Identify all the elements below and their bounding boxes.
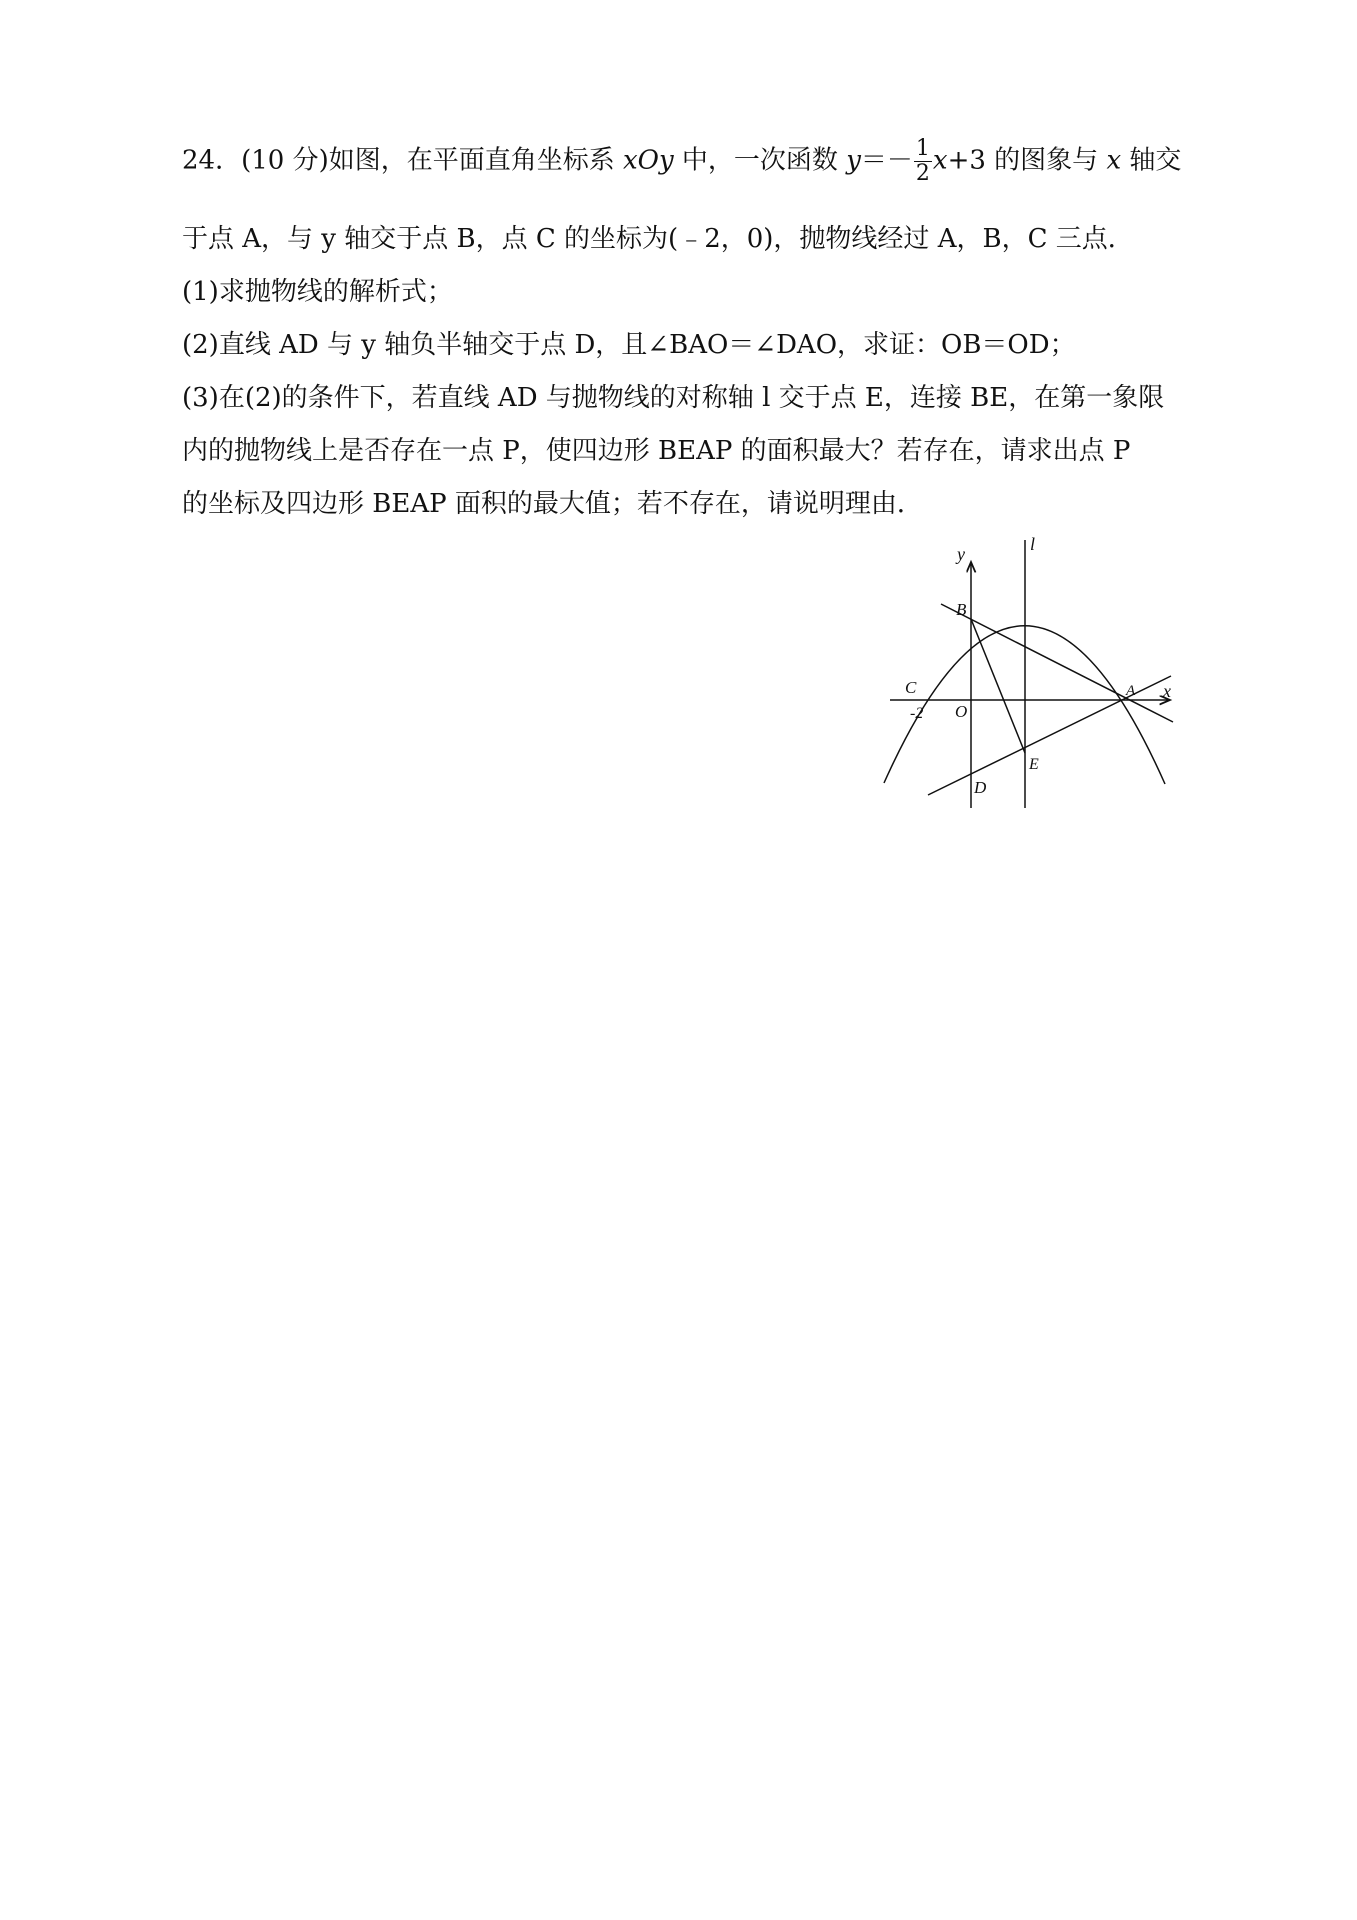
label-A: A [1126, 683, 1136, 699]
problem-line-1-tail: 轴交 [1121, 145, 1182, 176]
label-C: C [905, 678, 917, 697]
question-3-line-1: (3)在(2)的条件下，若直线 AD 与抛物线的对称轴 l 交于点 E，连接 BE，在第一象限 [182, 383, 1165, 413]
label-x: x [1163, 681, 1171, 701]
label-B: B [956, 600, 967, 619]
question-3-line-3: 的坐标及四边形 BEAP 面积的最大值；若不存在，请说明理由． [182, 489, 923, 519]
label-minus-2: -2 [910, 705, 924, 722]
problem-intro: 24．(10 分)如图，在平面直角坐标系 [182, 145, 623, 176]
fraction-numerator: 1 [915, 136, 930, 161]
var-x: x [932, 145, 948, 176]
line-AB [941, 604, 1173, 722]
question-3-line-2: 内的抛物线上是否存在一点 P，使四边形 BEAP 的面积最大？若存在，请求出点 P [182, 436, 1131, 466]
var-y: y [846, 145, 861, 176]
var-x-axis: x [1106, 145, 1122, 176]
label-E: E [1029, 756, 1039, 773]
coordinate-system-name: xOy [623, 145, 674, 176]
question-1: (1)求抛物线的解析式； [182, 277, 453, 307]
geometry-figure [880, 528, 1180, 810]
label-y: y [957, 544, 965, 564]
segment-BE [971, 619, 1025, 753]
plus-three: +3 的图象与 [947, 145, 1107, 176]
problem-intro-mid: 中，一次函数 [673, 145, 847, 176]
label-l: l [1030, 534, 1036, 554]
problem-line-1 [182, 137, 1182, 186]
label-O: O [955, 702, 968, 721]
label-D: D [974, 778, 987, 797]
fraction-denominator: 2 [915, 161, 930, 186]
question-2: (2)直线 AD 与 y 轴负半轴交于点 D，且∠BAO＝∠DAO，求证：OB＝OD； [182, 330, 1076, 360]
fraction-one-half [914, 137, 932, 186]
equals-minus: ＝－ [860, 145, 913, 176]
problem-line-2: 于点 A，与 y 轴交于点 B，点 C 的坐标为(﹣2，0)，抛物线经过 A，B，C 三点． [182, 224, 1134, 254]
